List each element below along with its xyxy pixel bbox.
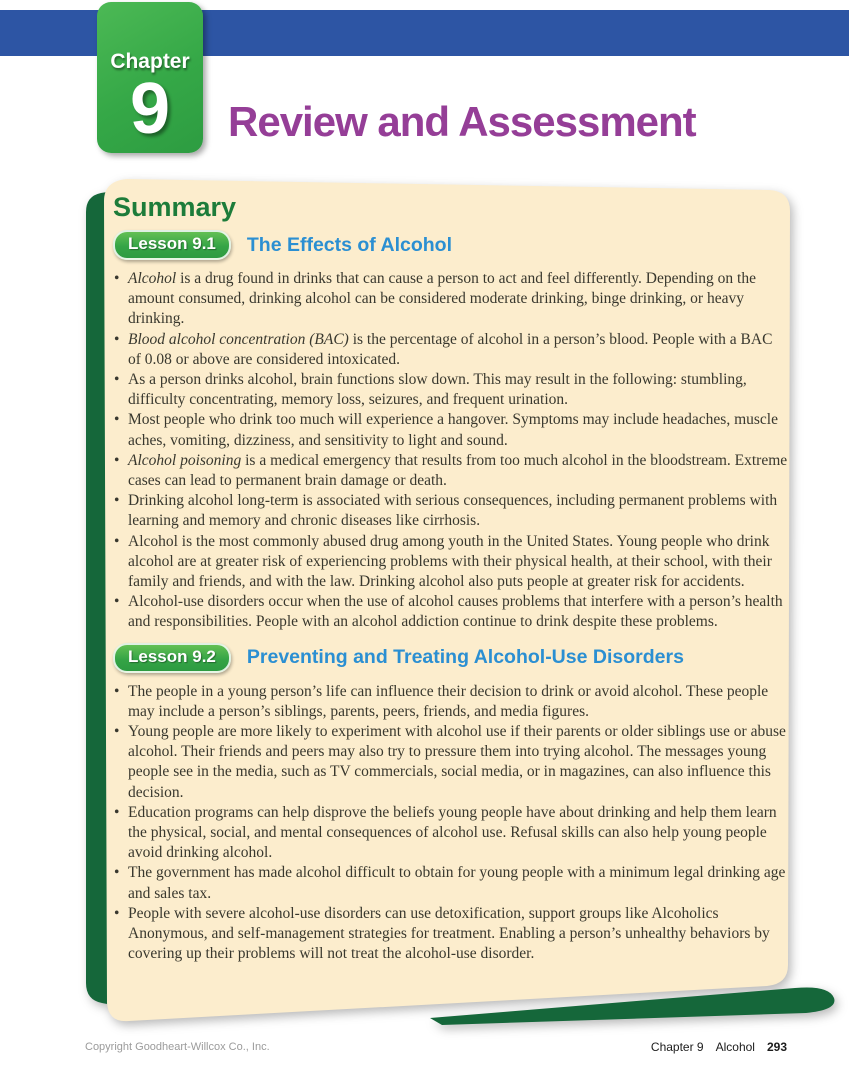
lesson-2-header (113, 643, 789, 673)
footer-folio (651, 1040, 787, 1054)
bullet-item (113, 370, 789, 410)
bullet-text: is a drug found in drinks that can cause a person to act and feel differently. Depending on the amount consumed, drinking alcohol can be considered moderate drinking, binge drinking, or heavy drinking. (128, 270, 756, 328)
bullet-text: is the percentage of alcohol in a person’s blood. People with a BAC of 0.08 or above are considered intoxicated. (128, 330, 773, 368)
lesson-1-badge: Lesson 9.1 (113, 230, 231, 260)
lesson-2-heading: Preventing and Treating Alcohol-Use Disorders (246, 646, 684, 669)
bullet-item (113, 451, 789, 491)
bullet-item (113, 410, 789, 450)
bullet-text: Most people who drink too much will experience a hangover. Symptoms may include headaches, muscle aches, vomiting, dizziness, and sensitivity to light and sound. (128, 411, 778, 449)
lesson-2-badge: Lesson 9.2 (113, 643, 231, 673)
summary-card (113, 192, 789, 975)
bullet-item (113, 269, 789, 330)
bullet-text: Alcohol-use disorders occur when the use of alcohol causes problems that interfere with a person’s health and responsibilities. People with an alcohol addiction continue to drink despite these problems. (128, 593, 783, 631)
bullet-text: is a medical emergency that results from too much alcohol in the bloodstream. Extreme cases can lead to permanent brain damage or death. (128, 451, 788, 490)
page-title: Review and Assessment (228, 98, 696, 145)
bullet-item (113, 863, 789, 903)
footer-page-number: 293 (766, 1040, 787, 1054)
bullet-text: Drinking alcohol long-term is associated with serious consequences, including permanent problems with learning and memory and chronic diseases like cirrhosis. (128, 492, 778, 530)
bullet-text: As a person drinks alcohol, brain functions slow down. This may result in the following: stumbling, difficulty concentrating, memory loss, seizures, and frequent urination. (128, 371, 747, 409)
summary-title: Summary (113, 192, 237, 222)
chapter-tab (97, 2, 203, 153)
chapter-number: 9 (129, 69, 171, 149)
bullet-item (113, 491, 789, 531)
bullet-text: The government has made alcohol difficult to obtain for young people with a minimum legal drinking age and sales tax. (128, 864, 786, 902)
bullet-item (113, 592, 789, 632)
lesson-1-bullets (113, 269, 789, 633)
footer-copyright: Copyright Goodheart-Willcox Co., Inc. (85, 1041, 270, 1053)
bullet-term: Alcohol (128, 270, 177, 287)
lesson-1-heading: The Effects of Alcohol (246, 233, 452, 256)
bullet-text: The people in a young person’s life can influence their decision to drink or avoid alcohol. These people may include a person’s siblings, parents, peers, friends, and media figures. (128, 682, 769, 720)
bullet-text: Young people are more likely to experiment with alcohol use if their parents or older siblings use or abuse alcohol. Their friends and peers may also try to pressure them into trying alcohol. The messages young people see in the media, such as TV commercials, social media, or in magazines, can also influence this decision. (128, 723, 786, 801)
bullet-item (113, 330, 789, 370)
chapter-label: Chapter (110, 50, 190, 73)
bullet-item (113, 722, 789, 803)
bullet-text: Education programs can help disprove the beliefs young people have about drinking and help them learn the physical, social, and mental consequences of alcohol use. Refusal skills can also help young people avoid drinking alcohol. (128, 803, 777, 862)
bullet-text: People with severe alcohol-use disorders can use detoxification, support groups like Alcoholics Anonymous, and self-management strategies for treatment. Enabling a person’s unhealthy behaviors by covering up their problems will not treat the alcohol-use disorder. (128, 904, 770, 963)
card-spine-left (86, 192, 107, 1004)
bullet-item (113, 532, 789, 593)
bullet-item (113, 803, 789, 864)
bullet-item (113, 682, 789, 722)
bullet-text: Alcohol is the most commonly abused drug among youth in the United States. Young people who drink alcohol are at greater risk of experiencing problems with their physical health, at their school, with their family and friends, and with the law. Drinking alcohol also puts people at greater risk for accidents. (128, 532, 772, 591)
footer-chapter-title: Alcohol (715, 1040, 755, 1054)
bullet-term: Alcohol poisoning (128, 451, 242, 469)
footer-chapter: Chapter 9 (650, 1040, 704, 1054)
lesson-2-bullets (113, 682, 789, 965)
bullet-item (113, 904, 789, 965)
lesson-1-header (113, 230, 789, 260)
bullet-term: Blood alcohol concentration (BAC) (128, 330, 349, 348)
